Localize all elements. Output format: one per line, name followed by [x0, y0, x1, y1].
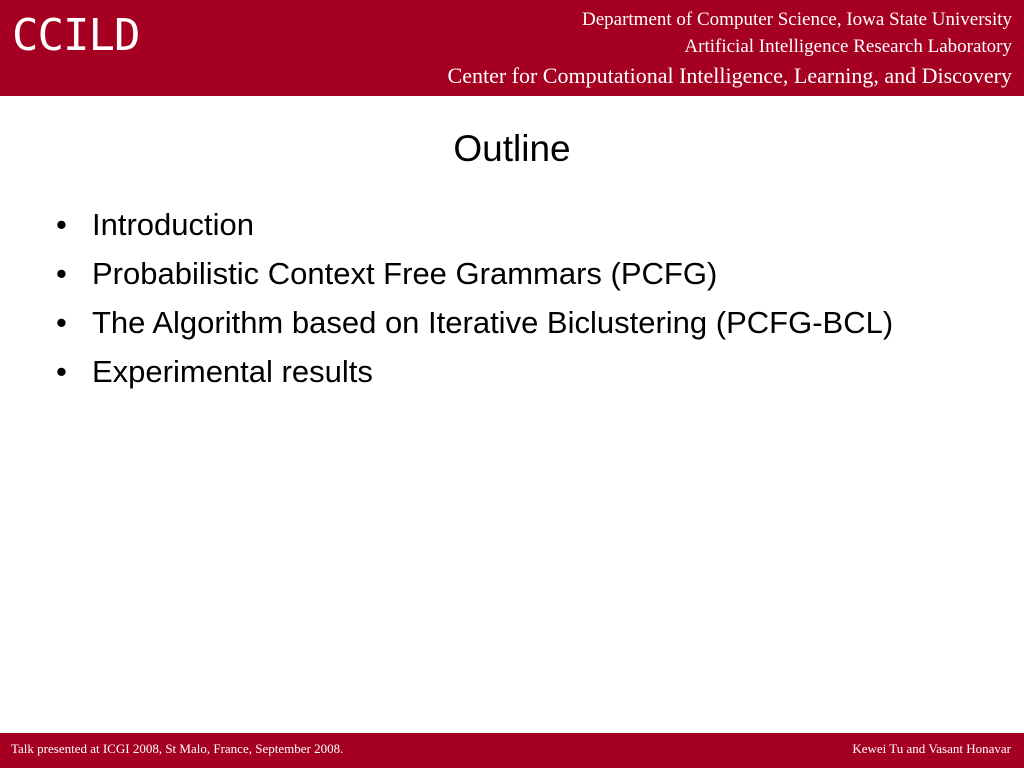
slide-title: Outline: [453, 128, 571, 169]
bullet-icon: •: [56, 354, 67, 389]
footer-band: [0, 733, 1024, 768]
bullet-icon: •: [56, 305, 67, 340]
header-band: [0, 0, 1024, 96]
ccild-logo: CCILD: [12, 10, 140, 61]
bullet-text: Introduction: [92, 207, 254, 242]
bullet-text: Experimental results: [92, 354, 373, 389]
bullet-item: [52, 347, 893, 396]
bullet-item: [52, 249, 893, 298]
bullet-icon: •: [56, 207, 67, 242]
bullet-text: Probabilistic Context Free Grammars (PCFG): [92, 256, 718, 291]
affiliation-lab: Artificial Intelligence Research Laboratory: [684, 36, 1012, 57]
footer-authors: Kewei Tu and Vasant Honavar: [852, 741, 1011, 756]
affiliation-department: Department of Computer Science, Iowa State University: [581, 9, 1012, 30]
bullet-text: The Algorithm based on Iterative Biclustering (PCFG-BCL): [92, 305, 894, 340]
bullet-item: [52, 298, 893, 347]
bullet-item: [52, 200, 893, 249]
affiliation-center: Center for Computational Intelligence, Learning, and Discovery: [447, 63, 1012, 88]
affiliations: [448, 6, 1012, 91]
bullet-list: [52, 200, 893, 396]
footer-venue: Talk presented at ICGI 2008, St Malo, France, September 2008.: [11, 741, 344, 756]
bullet-icon: •: [56, 256, 67, 291]
